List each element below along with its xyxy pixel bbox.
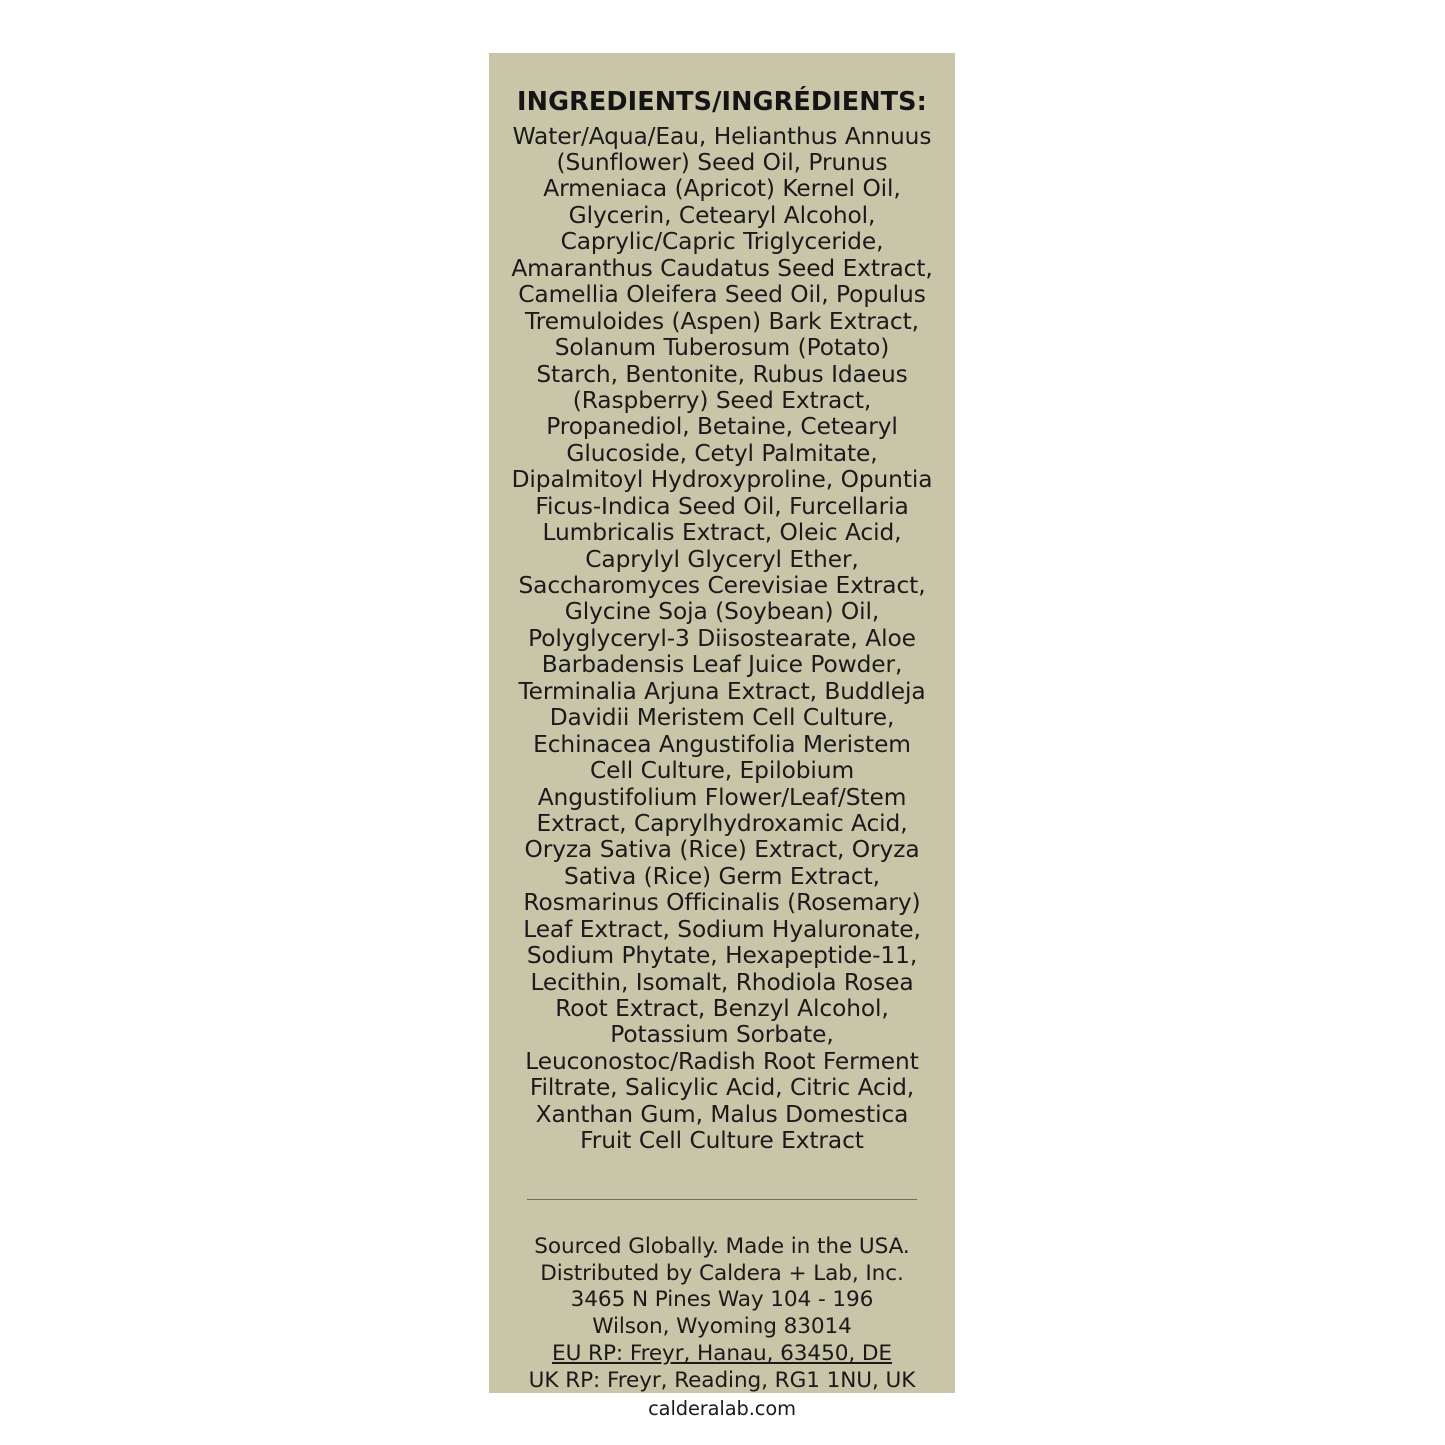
ingredients-label-panel	[489, 53, 955, 1420]
manufacturer-info-block	[511, 1234, 933, 1421]
uk-responsible-person-line: UK RP: Freyr, Reading, RG1 1NU, UK	[528, 1368, 916, 1394]
website-line: calderalab.com	[648, 1396, 796, 1420]
section-divider	[527, 1199, 917, 1200]
ingredients-heading: INGREDIENTS/INGRÉDIENTS:	[517, 87, 927, 117]
ingredients-list-text: Water/Aqua/Eau, Helianthus Annuus (Sunflower) Seed Oil, Prunus Armeniaca (Apricot) Kernel Oil, Glycerin, Cetearyl Alcohol, Caprylic/Capric Triglyceride, Amaranthus Caudatus Seed Extract, Camellia Oleifera Seed Oil, Populus Tremuloides (Aspen) Bark Extract, Solanum Tuberosum (Potato) Starch, Bentonite, Rubus Idaeus (Raspberry) Seed Extract, Propanediol, Betaine, Cetearyl Glucoside, Cetyl Palmitate, Dipalmitoyl Hydroxyproline, Opuntia Ficus-Indica Seed Oil, Furcellaria Lumbricalis Extract, Oleic Acid, Caprylyl Glyceryl Ether, Saccharomyces Cerevisiae Extract, Glycine Soja (Soybean) Oil, Polyglyceryl-3 Diisostearate, Aloe Barbadensis Leaf Juice Powder, Terminalia Arjuna Extract, Buddleja Davidii Meristem Cell Culture, Echinacea Angustifolia Meristem Cell Culture, Epilobium Angustifolium Flower/Leaf/Stem Extract, Caprylhydroxamic Acid, Oryza Sativa (Rice) Extract, Oryza Sativa (Rice) Germ Extract, Rosmarinus Officinalis (Rosemary) Leaf Extract, Sodium Hyaluronate, Sodium Phytate, Hexapeptide-11, Lecithin, Isomalt, Rhodiola Rosea Root Extract, Benzyl Alcohol, Potassium Sorbate, Leuconostoc/Radish Root Ferment Filtrate, Salicylic Acid, Citric Acid, Xanthan Gum, Malus Domestica Fruit Cell Culture Extract	[511, 122, 933, 1155]
address-line-2: Wilson, Wyoming 83014	[592, 1314, 852, 1340]
eu-responsible-person-line: EU RP: Freyr, Hanau, 63450, DE	[552, 1341, 892, 1367]
distributor-line: Distributed by Caldera + Lab, Inc.	[540, 1260, 904, 1286]
origin-line: Sourced Globally. Made in the USA.	[534, 1233, 910, 1259]
address-line-1: 3465 N Pines Way 104 - 196	[570, 1287, 874, 1313]
